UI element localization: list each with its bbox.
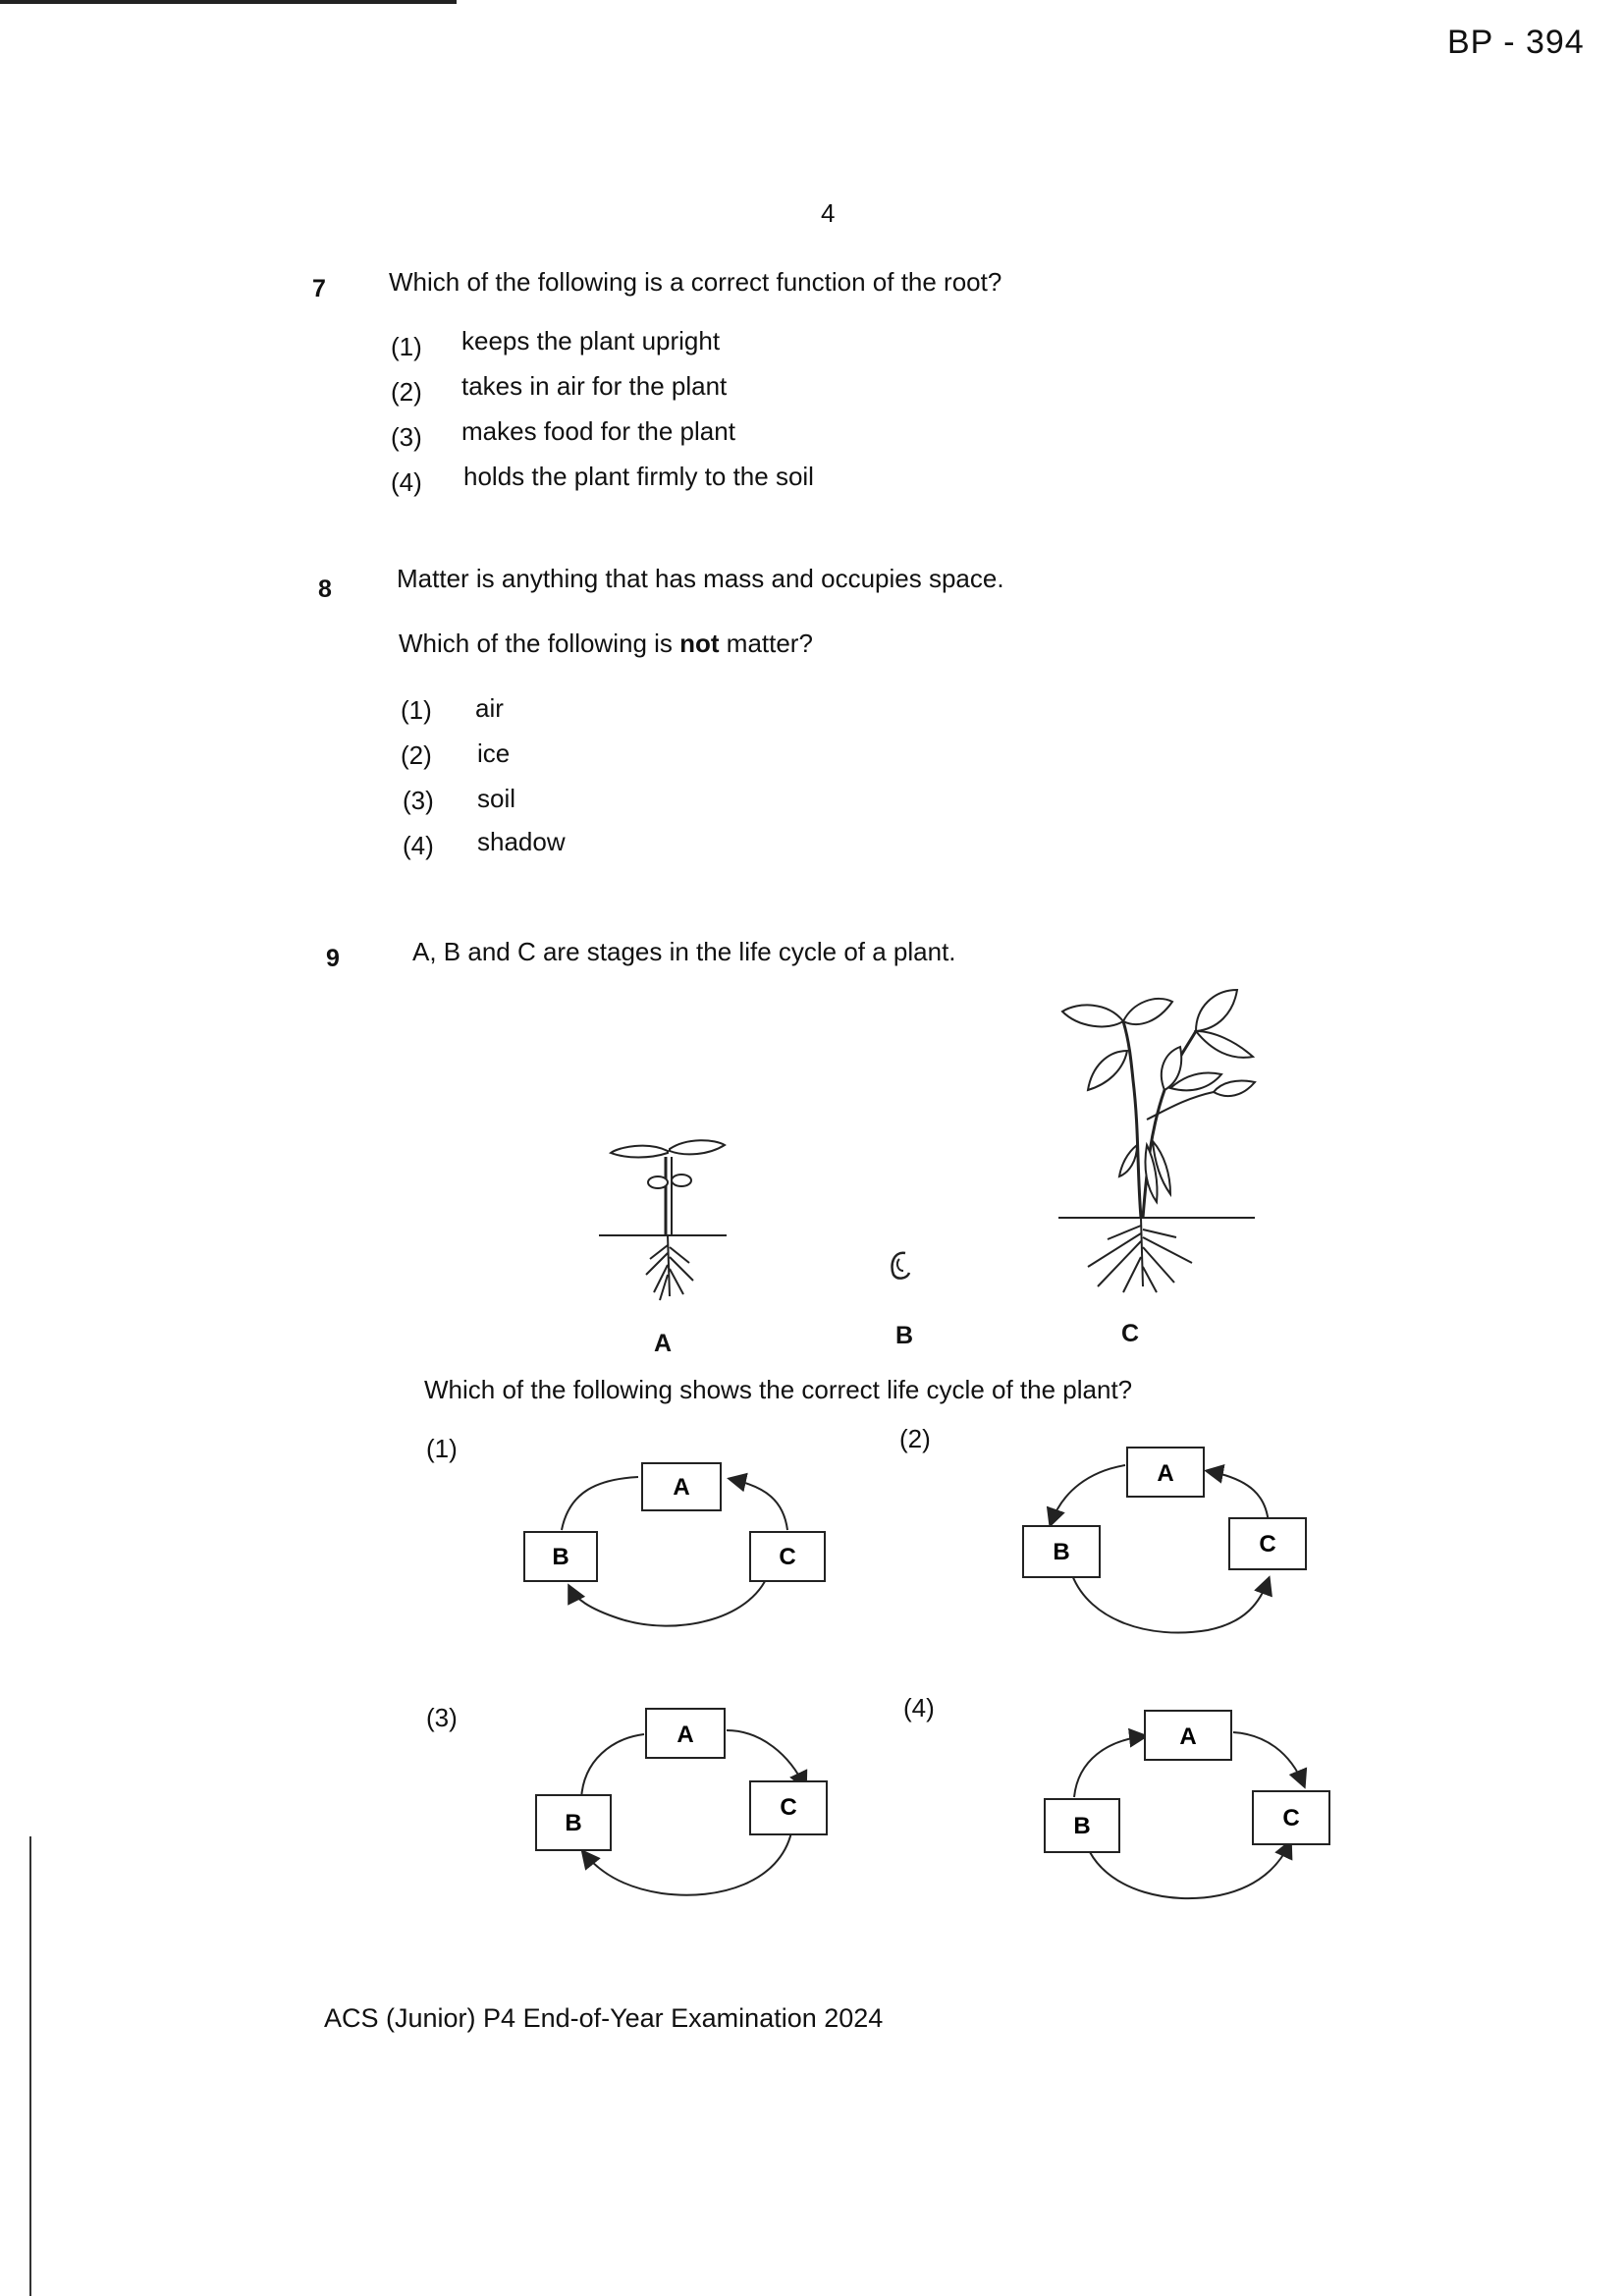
scan-edge-top: [0, 0, 457, 4]
svg-text:B: B: [565, 1810, 582, 1836]
cycle-2-box-a: [1127, 1448, 1204, 1497]
q7-option-3-text: makes food for the plant: [461, 416, 735, 446]
page-number: 4: [821, 198, 836, 228]
paper-code: BP - 394: [1447, 24, 1585, 61]
q8-option-3-num: (3): [403, 786, 434, 815]
q8-option-1-text: air: [475, 693, 504, 723]
q7-option-1-text: keeps the plant upright: [461, 326, 721, 355]
q8-option-4-num: (4): [403, 831, 434, 860]
q7-option-2-text: takes in air for the plant: [461, 371, 728, 401]
svg-text:A: A: [673, 1474, 690, 1501]
stage-label-a: A: [654, 1330, 673, 1357]
q9-option-3-num: (3): [426, 1703, 458, 1732]
svg-text:A: A: [1157, 1460, 1174, 1487]
svg-text:C: C: [779, 1544, 796, 1570]
q9-option-4-num: (4): [903, 1693, 935, 1722]
svg-text:B: B: [1073, 1813, 1091, 1839]
exam-footer: ACS (Junior) P4 End-of-Year Examination 2024: [324, 2003, 884, 2033]
svg-text:C: C: [1259, 1531, 1276, 1558]
svg-text:B: B: [1053, 1539, 1070, 1565]
question-8-subtext: [399, 629, 813, 659]
mature-plant-illustration: [1049, 972, 1265, 1296]
scan-edge-left: [29, 1836, 31, 2296]
question-9-text: A, B and C are stages in the life cycle of a plant.: [412, 937, 956, 966]
q9-option-2-num: (2): [899, 1424, 931, 1453]
cycle-diagram-option-3: [524, 1705, 839, 1921]
q8-option-4-text: shadow: [477, 827, 566, 856]
stage-label-c: C: [1121, 1320, 1140, 1347]
q7-option-3-num: (3): [391, 422, 422, 452]
q7-option-4-text: holds the plant firmly to the soil: [463, 462, 814, 491]
svg-text:C: C: [1282, 1805, 1300, 1831]
question-8-subtext-pre: Which of the following is: [399, 629, 680, 658]
question-7-text: Which of the following is a correct function of the root?: [389, 267, 1002, 297]
cycle-diagram-option-4: [1033, 1705, 1347, 1921]
q7-option-2-num: (2): [391, 377, 422, 407]
svg-text:A: A: [1179, 1723, 1197, 1750]
cycle-diagram-option-2: [1011, 1444, 1326, 1650]
q8-option-2-num: (2): [401, 740, 432, 770]
q8-option-2-text: ice: [477, 738, 511, 768]
cycle-diagram-option-1: [511, 1451, 835, 1648]
cycle-1-box-b: [524, 1532, 597, 1581]
cycle-3-box-c: [750, 1781, 827, 1834]
stage-label-b: B: [895, 1322, 914, 1349]
cycle-1-box-a: [642, 1463, 721, 1510]
q7-option-4-num: (4): [391, 467, 422, 497]
q9-option-1-num: (1): [426, 1434, 458, 1463]
question-8-number: 8: [318, 575, 332, 603]
seedling-illustration: [599, 1127, 736, 1304]
q8-option-1-num: (1): [401, 695, 432, 725]
q7-option-1-num: (1): [391, 332, 422, 361]
cycle-4-box-a: [1145, 1711, 1231, 1760]
question-7-number: 7: [312, 275, 326, 302]
question-9-subtext: Which of the following shows the correct life cycle of the plant?: [424, 1375, 1133, 1404]
cycle-3-box-b: [536, 1795, 611, 1850]
question-8-text: Matter is anything that has mass and occupies space.: [397, 564, 1004, 593]
cycle-2-box-b: [1023, 1526, 1100, 1577]
cycle-1-box-c: [750, 1532, 825, 1581]
svg-text:A: A: [677, 1722, 694, 1748]
question-8-subtext-post: matter?: [719, 629, 813, 658]
svg-text:B: B: [552, 1544, 569, 1570]
cycle-4-box-c: [1253, 1791, 1329, 1844]
cycle-2-box-c: [1229, 1518, 1306, 1569]
q8-option-3-text: soil: [477, 784, 516, 813]
cycle-3-box-a: [646, 1709, 725, 1758]
question-9-number: 9: [326, 945, 340, 972]
question-8-subtext-bold: not: [679, 629, 720, 658]
svg-text:C: C: [780, 1794, 797, 1821]
seed-illustration: [886, 1249, 915, 1283]
cycle-4-box-b: [1045, 1799, 1119, 1852]
